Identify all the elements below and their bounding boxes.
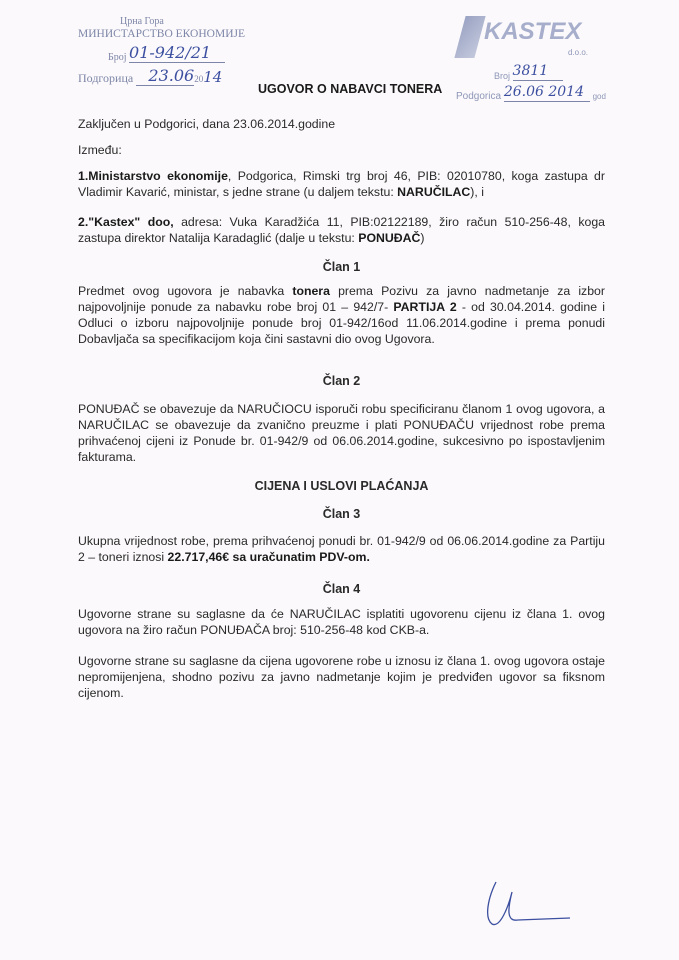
kastex-logo-text: KASTEX (484, 18, 582, 45)
party-1-role: NARUČILAC (397, 185, 471, 199)
stamp-ministry: МИНИСТАРСТВО ЕКОНОМИЈЕ (78, 28, 246, 40)
kastex-number-value: 3811 (513, 62, 563, 81)
kastex-suffix: god (592, 92, 606, 101)
clan-4-paragraph-1: Ugovorne strane su saglasne da će NARUČILAC isplatiti ugovorenu cijenu iz člana 1. ovog ugovora na žiro račun PONUĐAČA broj: 510-256-48 kod CKB-a. (78, 607, 605, 637)
ministry-stamp (78, 16, 254, 86)
party-2-number: 2. (78, 215, 89, 229)
kastex-logo-suffix: d.o.o. (568, 48, 589, 57)
kastex-city-label: Podgorica (456, 91, 502, 102)
clan-1-b2: PARTIJA 2 (393, 300, 457, 314)
clan-3-amount: 22.717,46€ sa uračunatim PDV-om. (167, 550, 370, 564)
party-2 (78, 214, 605, 246)
signature (478, 878, 578, 930)
party-2-details: adresa: Vuka Karadžića 11, PIB:02122189, žiro račun 510-256-48, koga zastupa direktor Natalija Karadaglić (dalje u tekstu: (78, 215, 606, 245)
stamp-city-label: Подгорица (78, 71, 134, 85)
party-2-name: "Kastex" doo, (88, 215, 174, 229)
section-price-heading: CIJENA I USLOVI PLAĆANJA (254, 479, 429, 493)
stamp-date-value: 23.06 (136, 67, 194, 86)
clan-1-t1: Predmet ovog ugovora je nabavka (78, 284, 293, 298)
document-title: UGOVOR O NABAVCI TONERA (258, 82, 443, 96)
stamp-year-value: 14 (203, 68, 223, 86)
clan-3-t1: Ukupna vrijednost robe, prema prihvaćenoj ponudi br. 01-942/9 od 06.06.2014.godine za Partiju 2 – toneri iznosi (78, 534, 605, 564)
party-2-end: ) (420, 231, 425, 245)
party-1-name: 1.Ministarstvo ekonomije (78, 169, 228, 183)
clan-3-heading: Član 3 (322, 507, 361, 521)
stamp-year-prefix: 20 (194, 74, 204, 84)
concluded-line: Zaključen u Podgorici, dana 23.06.2014.godine (78, 117, 336, 131)
party-1 (78, 168, 605, 200)
clan-1-t2: prema Pozivu za javno nadmetanje za izbor najpovoljnije ponude za nabavku robe broj 01 – 942/7- (78, 284, 605, 314)
kastex-stamp (456, 16, 626, 102)
clan-4-heading: Član 4 (322, 582, 361, 596)
clan-1-t3: - od 30.04.2014. godine i Odluci o izboru najpovoljnije ponude broj 01-942/16od 11.06.2014.godine i prema ponudi Dobavljača sa specifikacijom koja čini sastavni dio ovog Ugovora. (78, 300, 606, 346)
clan-2-text: PONUĐAČ se obavezuje da NARUČIOCU isporuči robu specificiranu članom 1 ovog ugovora, a NARUČILAC se obavezuje da zvanično preuzme i plati PONUĐAČU vrijednost robe prema prihvaćenoj cijeni iz Ponude br. 01-942/9 od 06.06.2014.godine, sukcesivno po ispostavljenim fakturama. (78, 402, 605, 464)
stamp-number-label: Број (108, 52, 127, 63)
clan-1-heading: Član 1 (322, 260, 361, 274)
kastex-logo (456, 16, 626, 60)
kastex-date-value: 26.06 2014 (504, 83, 590, 102)
clan-1-b1: tonera (292, 284, 330, 298)
between-label: Između: (78, 143, 122, 157)
clan-3-text (78, 533, 605, 565)
kastex-number-label: Broj (494, 71, 511, 81)
clan-2-heading: Član 2 (322, 374, 361, 388)
stamp-country: Црна Гора (120, 16, 164, 27)
stamp-number-value: 01-942/21 (129, 44, 225, 63)
party-1-details: , Podgorica, Rimski trg broj 46, PIB: 02010780, koga zastupa dr Vladimir Kavarić, ministar, s jedne strane (u daljem tekstu: (78, 169, 605, 199)
clan-1-text (78, 283, 605, 347)
party-1-end: ), i (470, 185, 484, 199)
contract-body (78, 116, 605, 701)
party-2-role: PONUĐAČ (358, 231, 421, 245)
clan-4-paragraph-2: Ugovorne strane su saglasne da cijena ugovorene robe u iznosu iz člana 1. ovog ugovora ostaje nepromijenjena, shodno pozivu za javno nadmetanje kojim je predviđen ugovor sa fiksnom cijenom. (78, 654, 605, 700)
